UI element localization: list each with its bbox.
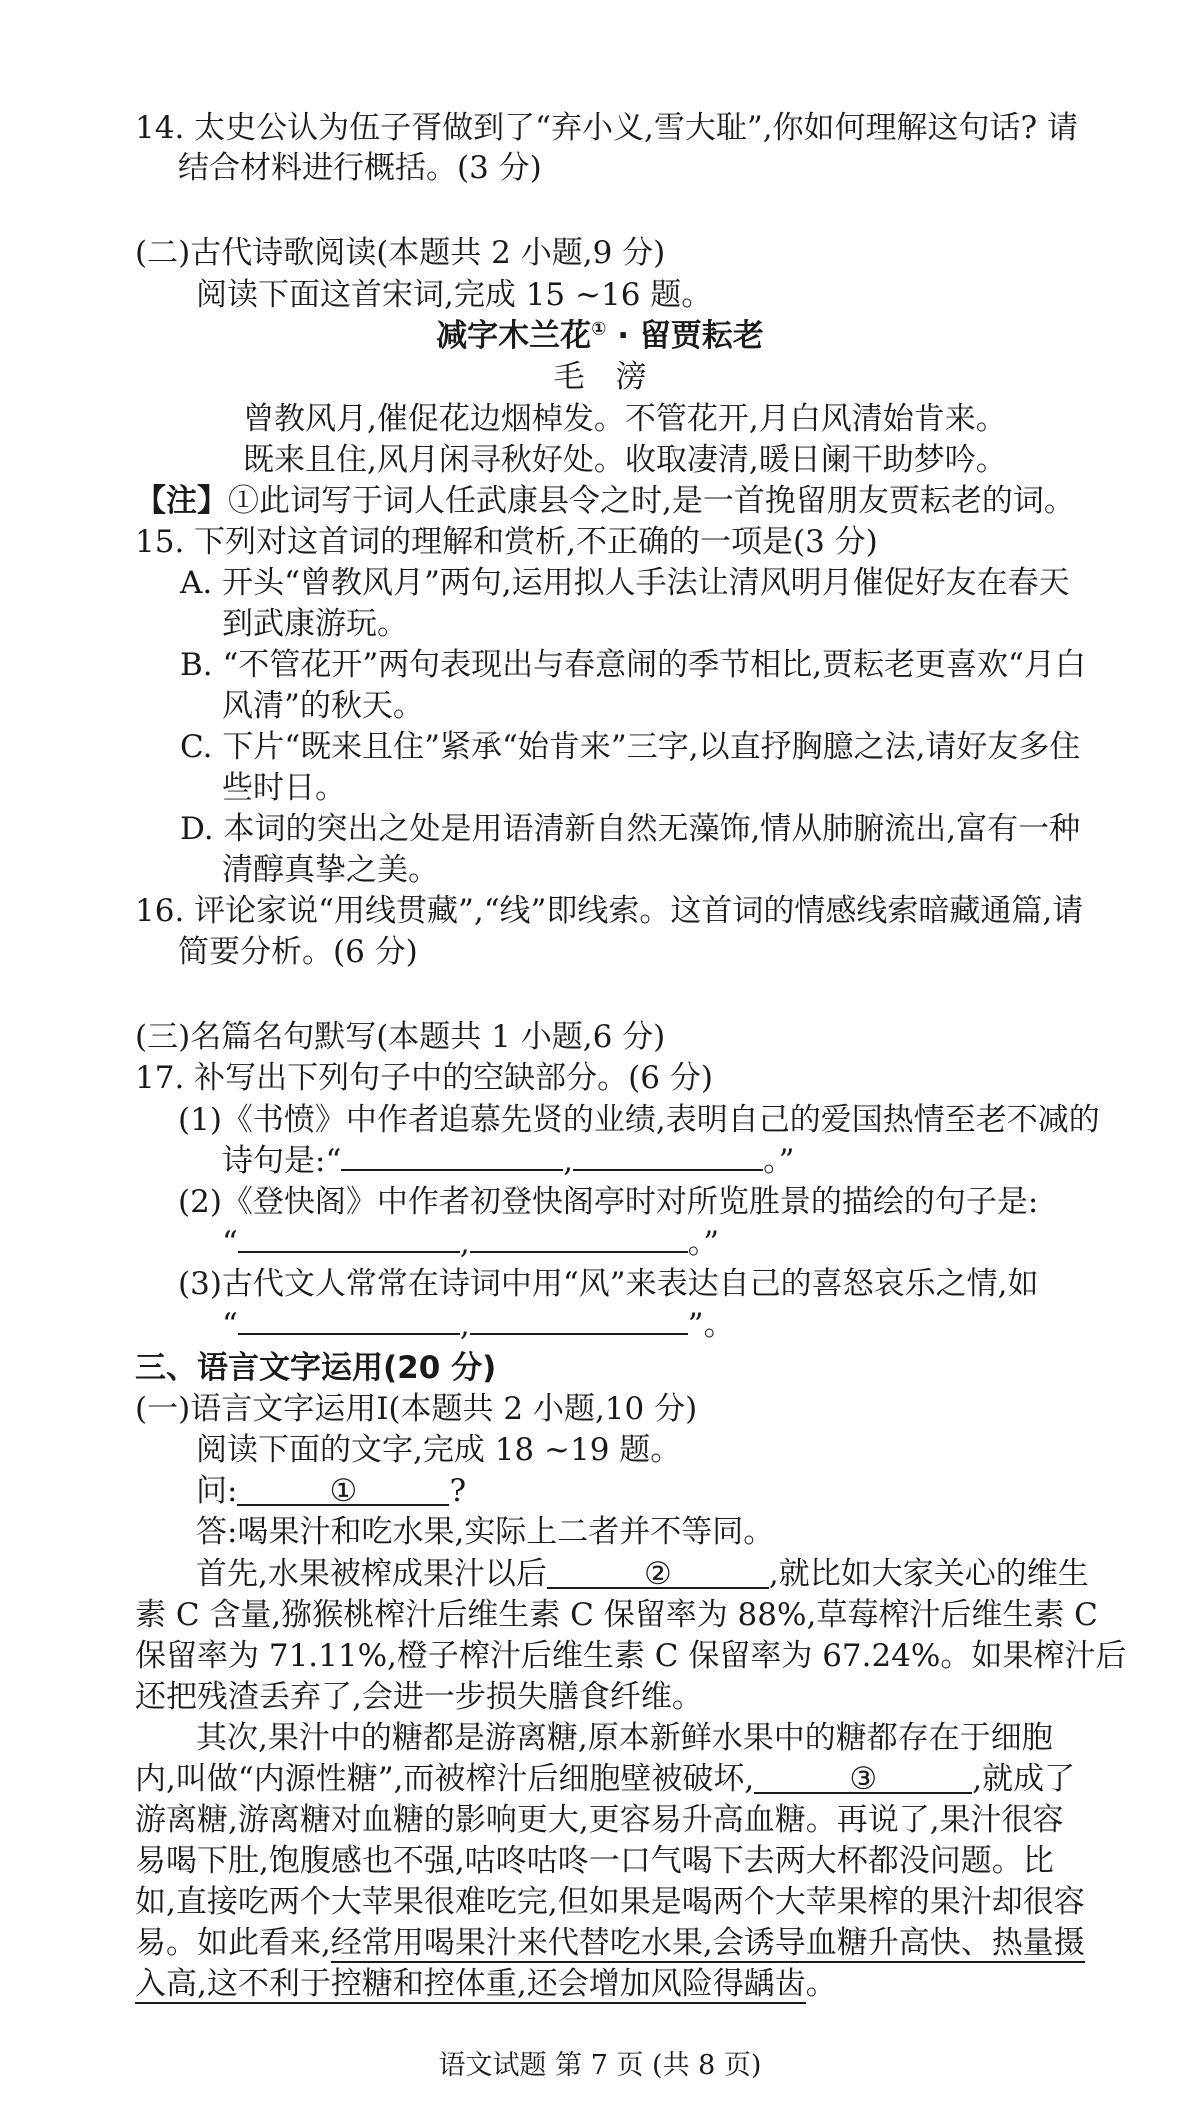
para2-line-6	[135, 1923, 1085, 1963]
q17-part-2: (2)《登快阁》中作者初登快阁亭时对所览胜景的描绘的句子是:	[178, 1184, 1039, 1220]
poem-verse-2: 既来且住,风月闲寻秋好处。收取凄清,暖日阑干助梦吟。	[243, 442, 1007, 478]
para2-end: 。	[805, 1966, 837, 2002]
para2-line-4: 易喝下肚,饱腹感也不强,咕咚咕咚一口气喝下去两大杯都没问题。比	[135, 1843, 1054, 1879]
underlined-sentence-cont: 入高,这不利于控糖和控体重,还会增加风险得龋齿	[135, 1966, 806, 2002]
section-language-header: 三、语言文字运用(20 分)	[135, 1350, 497, 1386]
para2-text-c: 易。如此看来,	[135, 1925, 331, 1961]
section-poetry-header: (二)古代诗歌阅读(本题共 2 小题,9 分)	[135, 235, 666, 271]
answer-blank[interactable]	[238, 1305, 460, 1335]
underlined-sentence: 经常用喝果汁来代替吃水果,会诱导血糖升高快、热量摄	[330, 1925, 1085, 1961]
q17-stem: 17. 补写出下列句子中的空缺部分。(6 分)	[135, 1060, 713, 1096]
poem-note-mark: ①	[591, 318, 607, 340]
q17-1-prefix: 诗句是:“	[222, 1143, 342, 1179]
q14-line-2: 结合材料进行概括。(3 分)	[178, 150, 542, 186]
para2-line-5: 如,直接吃两个大苹果很难吃完,但如果是喝两个大苹果榨的果汁却很容	[135, 1884, 1085, 1920]
section-language-intro: 阅读下面的文字,完成 18 ~19 题。	[196, 1432, 682, 1468]
q17-part-1: (1)《书愤》中作者追慕先贤的业绩,表明自己的爱国热情至老不减的	[178, 1102, 1100, 1138]
answer-blank[interactable]	[470, 1223, 688, 1253]
section-language-subheader: (一)语言文字运用Ⅰ(本题共 2 小题,10 分)	[135, 1391, 698, 1427]
q16-line-2: 简要分析。(6 分)	[178, 934, 418, 970]
answer-blank[interactable]	[470, 1305, 688, 1335]
q15-option-a-cont: 到武康游玩。	[222, 606, 408, 642]
section-recite-header: (三)名篇名句默写(本题共 1 小题,6 分)	[135, 1019, 666, 1055]
answer-blank[interactable]	[238, 1223, 460, 1253]
q15-option-b: B. “不管花开”两句表现出与春意闹的季节相比,贾耘老更喜欢“月白	[180, 647, 1086, 683]
page-footer: 语文试题 第 7 页 (共 8 页)	[438, 2050, 762, 2081]
para1-text-b: ,就比如大家关心的维生	[768, 1556, 1089, 1592]
q17-2-comma: ,	[459, 1225, 470, 1261]
para2-text-a: 内,叫做“内源性糖”,而被榨汁后细胞壁被破坏,	[135, 1761, 755, 1797]
note-text: ①此词写于词人任武康县令之时,是一首挽留朋友贾耘老的词。	[228, 483, 1075, 519]
section-poetry-intro: 阅读下面这首宋词,完成 15 ~16 题。	[196, 277, 713, 313]
q17-2-end: 。”	[687, 1225, 720, 1261]
q17-part-3-blanks	[222, 1305, 735, 1345]
q17-3-prefix: “	[222, 1307, 238, 1343]
para1-line-2: 素 C 含量,猕猴桃榨汁后维生素 C 保留率为 88%,草莓榨汁后维生素 C	[135, 1597, 1098, 1633]
poem-subtitle: · 留贾耘老	[606, 318, 764, 354]
q17-part-2-blanks	[222, 1223, 719, 1263]
answer-blank[interactable]	[341, 1141, 563, 1171]
q15-option-d: D. 本词的突出之处是用语清新自然无藻饰,情从肺腑流出,富有一种	[180, 811, 1081, 847]
q15-option-a: A. 开头“曾教风月”两句,运用拟人手法让清风明月催促好友在春天	[180, 565, 1070, 601]
q17-part-1-blanks	[222, 1141, 795, 1181]
answer-blank[interactable]	[573, 1141, 763, 1171]
poem-title	[0, 316, 1200, 356]
poem-title-text: 减字木兰花	[436, 318, 592, 354]
q17-1-end: 。”	[763, 1143, 795, 1179]
q15-option-b-cont: 风清”的秋天。	[222, 688, 424, 724]
para1-line-1	[196, 1554, 1089, 1594]
q14-line-1: 14. 太史公认为伍子胥做到了“弃小义,雪大耻”,你如何理解这句话? 请	[135, 110, 1079, 146]
para1-text-a: 首先,水果被榨成果汁以后	[196, 1556, 547, 1592]
ask-prefix: 问:	[196, 1473, 238, 1509]
poem-note	[135, 481, 1075, 521]
para2-line-2	[135, 1759, 1075, 1799]
para1-line-4: 还把残渣丢弃了,会进一步损失膳食纤维。	[135, 1679, 703, 1715]
q17-2-prefix: “	[222, 1225, 238, 1261]
poem-author: 毛 滂	[553, 359, 647, 395]
q16-line-1: 16. 评论家说“用线贯藏”,“线”即线索。这首词的情感线索暗藏通篇,请	[135, 893, 1084, 929]
q15-option-c: C. 下片“既来且住”紧承“始肯来”三字,以直抒胸臆之法,请好友多住	[180, 729, 1081, 765]
q17-3-end: ”。	[687, 1307, 735, 1343]
para2-line-7	[135, 1964, 837, 2004]
q17-3-comma: ,	[459, 1307, 470, 1343]
q17-1-comma: ,	[563, 1143, 574, 1179]
ask-suffix: ?	[449, 1473, 467, 1509]
q15-option-d-cont: 清醇真挚之美。	[222, 852, 439, 888]
poem-verse-1: 曾教风月,催促花边烟棹发。不管花开,月白风清始肯来。	[243, 401, 1007, 437]
para2-line-3: 游离糖,游离糖对血糖的影响更大,更容易升高血糖。再说了,果汁很容	[135, 1802, 1064, 1838]
question-line	[196, 1471, 466, 1511]
q15-option-c-cont: 些时日。	[222, 770, 346, 806]
q15-stem: 15. 下列对这首词的理解和赏析,不正确的一项是(3 分)	[135, 524, 878, 560]
answer-blank-3[interactable]: ③	[754, 1764, 972, 1794]
para2-text-b: ,就成了	[972, 1761, 1076, 1797]
para1-line-3: 保留率为 71.11%,橙子榨汁后维生素 C 保留率为 67.24%。如果榨汁后	[135, 1638, 1127, 1674]
para2-line-1: 其次,果汁中的糖都是游离糖,原本新鲜水果中的糖都存在于细胞	[196, 1720, 1053, 1756]
answer-blank-2[interactable]: ②	[547, 1559, 769, 1589]
note-label: 【注】	[135, 483, 228, 519]
answer-line: 答:喝果汁和吃水果,实际上二者并不等同。	[196, 1514, 775, 1550]
answer-blank-1[interactable]: ①	[237, 1476, 449, 1506]
q17-part-3: (3)古代文人常常在诗词中用“风”来表达自己的喜怒哀乐之情,如	[178, 1266, 1039, 1302]
